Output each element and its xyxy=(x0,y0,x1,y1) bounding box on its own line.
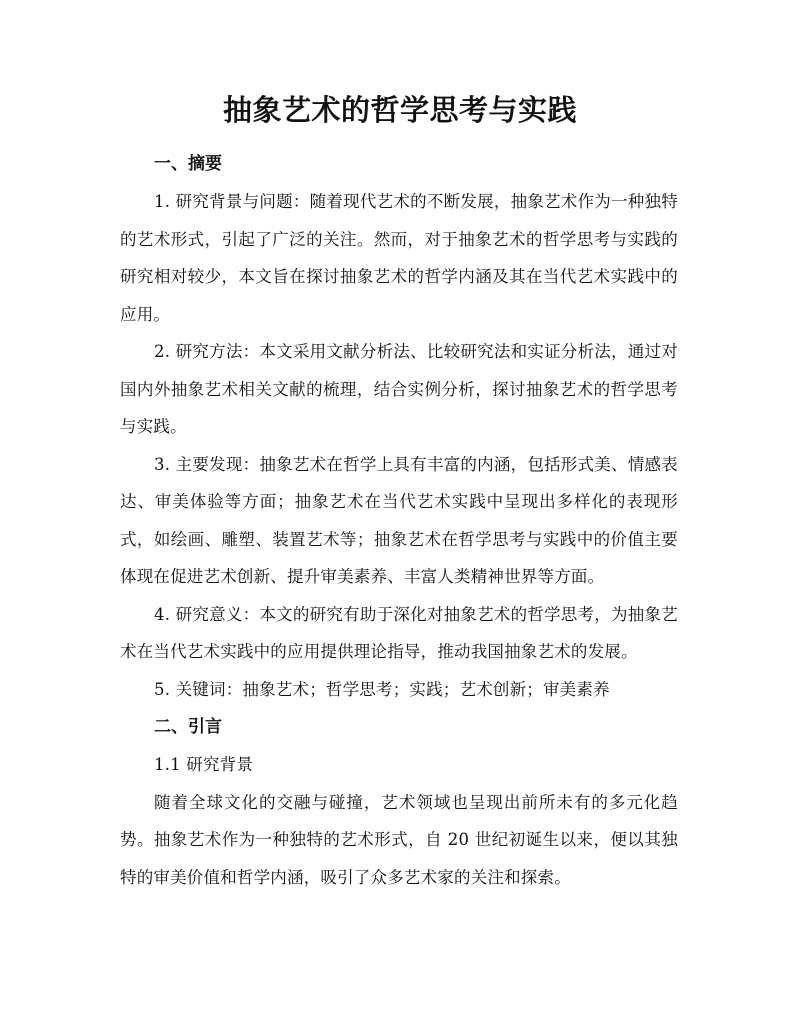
document-body xyxy=(120,145,678,896)
abstract-item-methods: 2. 研究方法：本文采用文献分析法、比较研究法和实证分析法，通过对国内外抽象艺术相关文献的梳理，结合实例分析，探讨抽象艺术的哲学思考与实践。 xyxy=(120,342,678,436)
section-heading-abstract: 一、摘要 xyxy=(154,154,222,174)
introduction-paragraph: 随着全球文化的交融与碰撞，艺术领域也呈现出前所未有的多元化趋势。抽象艺术作为一种独特的艺术形式，自 20 世纪初诞生以来，便以其独特的审美价值和哲学内涵，吸引了众多艺术家的关注和探索。 xyxy=(120,792,678,887)
section-heading-introduction: 二、引言 xyxy=(154,717,222,737)
abstract-item-background: 1. 研究背景与问题：随着现代艺术的不断发展，抽象艺术作为一种独特的艺术形式，引起了广泛的关注。然而，对于抽象艺术的哲学思考与实践的研究相对较少，本文旨在探讨抽象艺术的哲学内涵及其在当代艺术实践中的应用。 xyxy=(120,192,678,324)
abstract-item-findings: 3. 主要发现：抽象艺术在哲学上具有丰富的内涵，包括形式美、情感表达、审美体验等方面；抽象艺术在当代艺术实践中呈现出多样化的表现形式，如绘画、雕塑、装置艺术等；抽象艺术在哲学思考与实践中的价值主要体现在促进艺术创新、提升审美素养、丰富人类精神世界等方面。 xyxy=(120,454,678,586)
abstract-item-keywords: 5. 关键词：抽象艺术；哲学思考；实践；艺术创新；审美素养 xyxy=(154,679,610,699)
subsection-heading-background: 1.1 研究背景 xyxy=(154,755,254,774)
document-title: 抽象艺术的哲学思考与实践 xyxy=(222,93,577,127)
abstract-item-significance: 4. 研究意义：本文的研究有助于深化对抽象艺术的哲学思考，为抽象艺术在当代艺术实践中的应用提供理论指导，推动我国抽象艺术的发展。 xyxy=(120,604,678,661)
